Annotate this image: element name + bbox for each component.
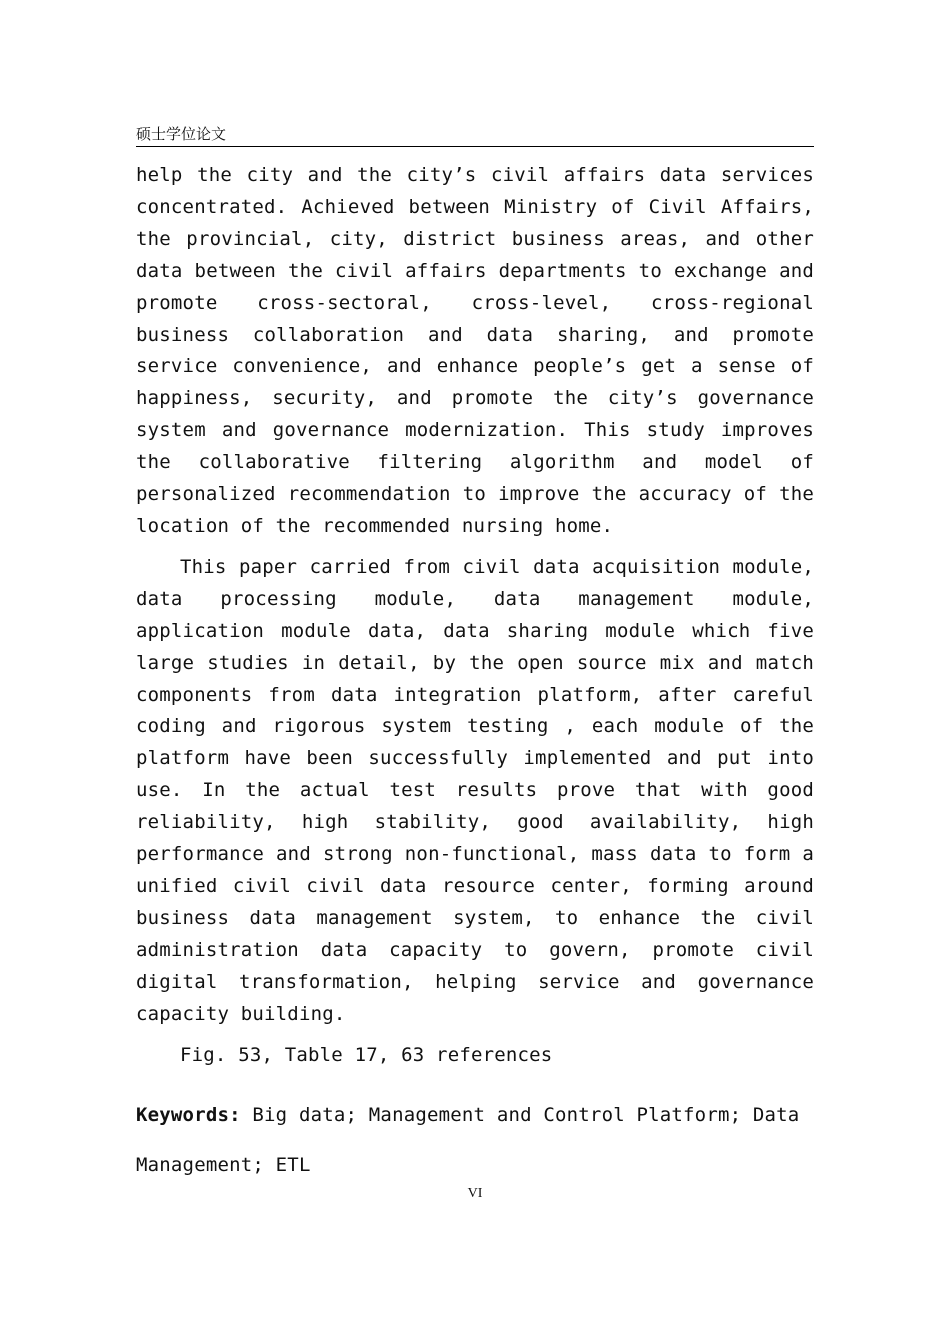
header-title: 硕士学位论文 bbox=[136, 125, 227, 143]
abstract-paragraph-1: help the city and the city’s civil affairs data services concentrated. Achieved between Ministry of Civil Affairs, the provincial, city, district business areas, and other data between the civil affairs departments to exchange and promote cross-sectoral, cross-level, cross-regional business collaboration and data sharing, and promote service convenience, and enhance people’s get a sense of happiness, security, and promote the city’s governance system and governance modernization. This study improves the collaborative filtering algorithm and model of personalized recommendation to improve the accuracy of the location of the recommended nursing home. bbox=[136, 164, 814, 537]
page-number: VI bbox=[467, 1186, 483, 1201]
running-header bbox=[136, 124, 814, 147]
keywords-label: Keywords: bbox=[136, 1104, 241, 1127]
keywords-line bbox=[136, 1090, 814, 1190]
figures-tables-references-count: Fig. 53, Table 17, 63 references bbox=[180, 1044, 553, 1067]
keywords-text: Big data; Management and Control Platform; Data Management; ETL bbox=[136, 1104, 800, 1177]
abstract-paragraph-2: This paper carried from civil data acquisition module, data processing module, data management module, application module data, data sharing module which five large studies in detail, by the open source mix and match components from data integration platform, after careful coding and rigorous system testing , each module of the platform have been successfully implemented and put into use. In the actual test results prove that with good reliability, high stability, good availability, high performance and strong non-functional, mass data to form a unified civil civil data resource center, forming around business data management system, to enhance the civil administration data capacity to govern, promote civil digital transformation, helping service and governance capacity building. bbox=[136, 555, 814, 1025]
abstract-body bbox=[136, 160, 814, 1190]
